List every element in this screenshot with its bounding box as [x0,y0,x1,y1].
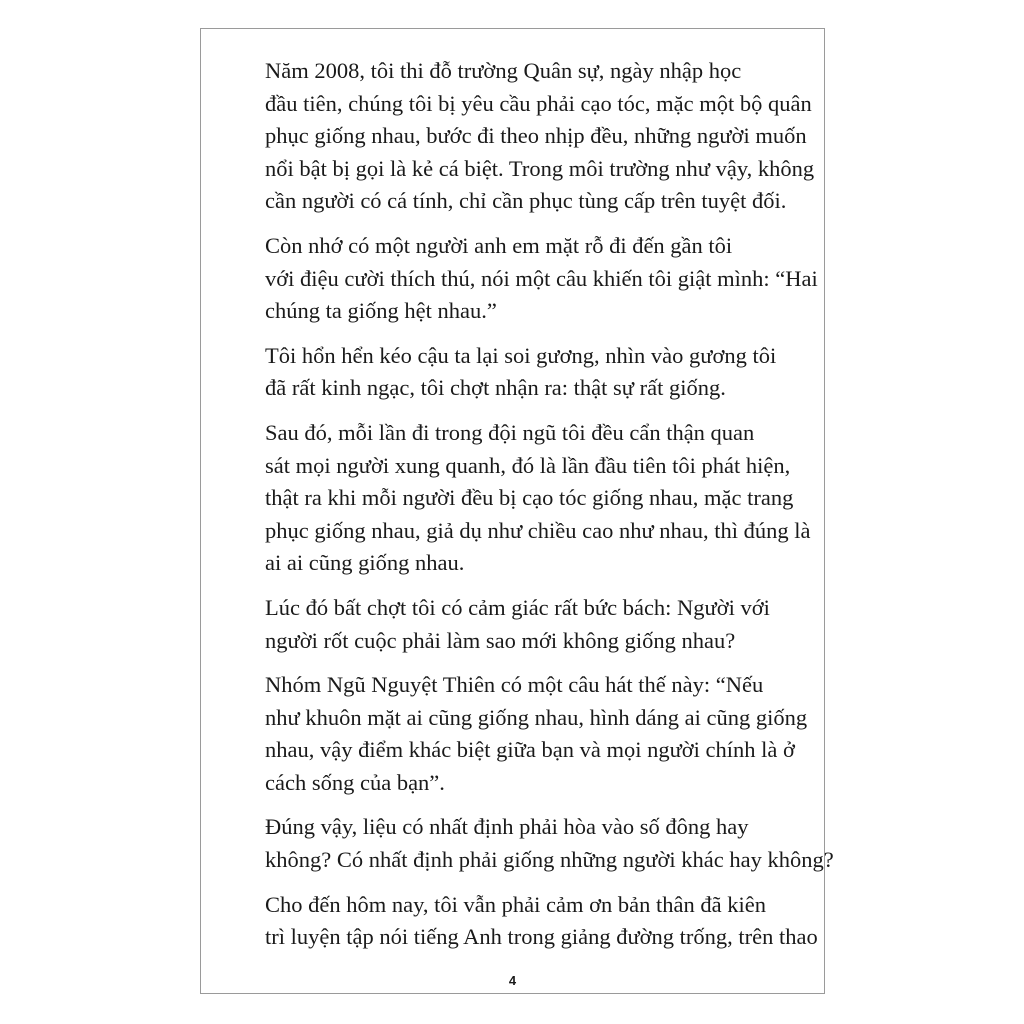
text-line: ai ai cũng giống nhau. [265,550,465,576]
text-line: chúng ta giống hệt nhau.” [265,298,497,324]
text-line: Cho đến hôm nay, tôi vẫn phải cảm ơn bản thân đã kiên [265,891,766,917]
book-page [200,28,834,994]
text-line: phục giống nhau, bước đi theo nhịp đều, những người muốn [265,123,807,149]
paragraph [231,417,811,580]
text-line: Sau đó, mỗi lần đi trong đội ngũ tôi đều cẩn thận quan [265,419,755,445]
text-line: sát mọi người xung quanh, đó là lần đầu tiên tôi phát hiện, [265,452,791,478]
paragraph [231,340,796,405]
text-line: trì luyện tập nói tiếng Anh trong giảng đường trống, trên thao [265,924,818,950]
text-line: Lúc đó bất chợt tôi có cảm giác rất bức bách: Người với [265,594,770,620]
paragraph [231,889,818,954]
text-line: nhau, vậy điểm khác biệt giữa bạn và mọi người chính là ở [265,737,795,763]
text-line: cách sống của bạn”. [265,769,445,795]
body-text [231,55,834,966]
text-line: như khuôn mặt ai cũng giống nhau, hình dáng ai cũng giống [265,704,808,730]
paragraph [231,811,834,876]
text-line: Tôi hổn hển kéo cậu ta lại soi gương, nhìn vào gương tôi [265,342,777,368]
text-line: không? Có nhất định phải giống những người khác hay không? [265,847,834,873]
text-line: thật ra khi mỗi người đều bị cạo tóc giống nhau, mặc trang [265,485,794,511]
text-line: Còn nhớ có một người anh em mặt rỗ đi đến gần tôi [265,232,733,258]
paragraph [231,55,815,218]
text-line: cần người có cá tính, chỉ cần phục tùng cấp trên tuyệt đối. [265,188,787,214]
text-line: đầu tiên, chúng tôi bị yêu cầu phải cạo tóc, mặc một bộ quân [265,90,812,116]
text-line: nổi bật bị gọi là kẻ cá biệt. Trong môi trường như vậy, không [265,155,815,181]
text-line: Năm 2008, tôi thi đỗ trường Quân sự, ngày nhập học [265,58,742,83]
text-line: phục giống nhau, giả dụ như chiều cao như nhau, thì đúng là [265,517,811,543]
page-number: 4 [508,973,517,988]
paragraph [231,592,796,657]
paragraph [231,669,808,799]
text-line: Nhóm Ngũ Nguyệt Thiên có một câu hát thế này: “Nếu [265,672,764,698]
text-line: người rốt cuộc phải làm sao mới không giống nhau? [265,627,736,653]
text-line: đã rất kinh ngạc, tôi chợt nhận ra: thật sự rất giống. [265,375,726,401]
text-line: Đúng vậy, liệu có nhất định phải hòa vào số đông hay [265,814,749,840]
text-line: với điệu cười thích thú, nói một câu khiến tôi giật mình: “Hai [265,265,818,291]
paragraph [231,230,818,328]
